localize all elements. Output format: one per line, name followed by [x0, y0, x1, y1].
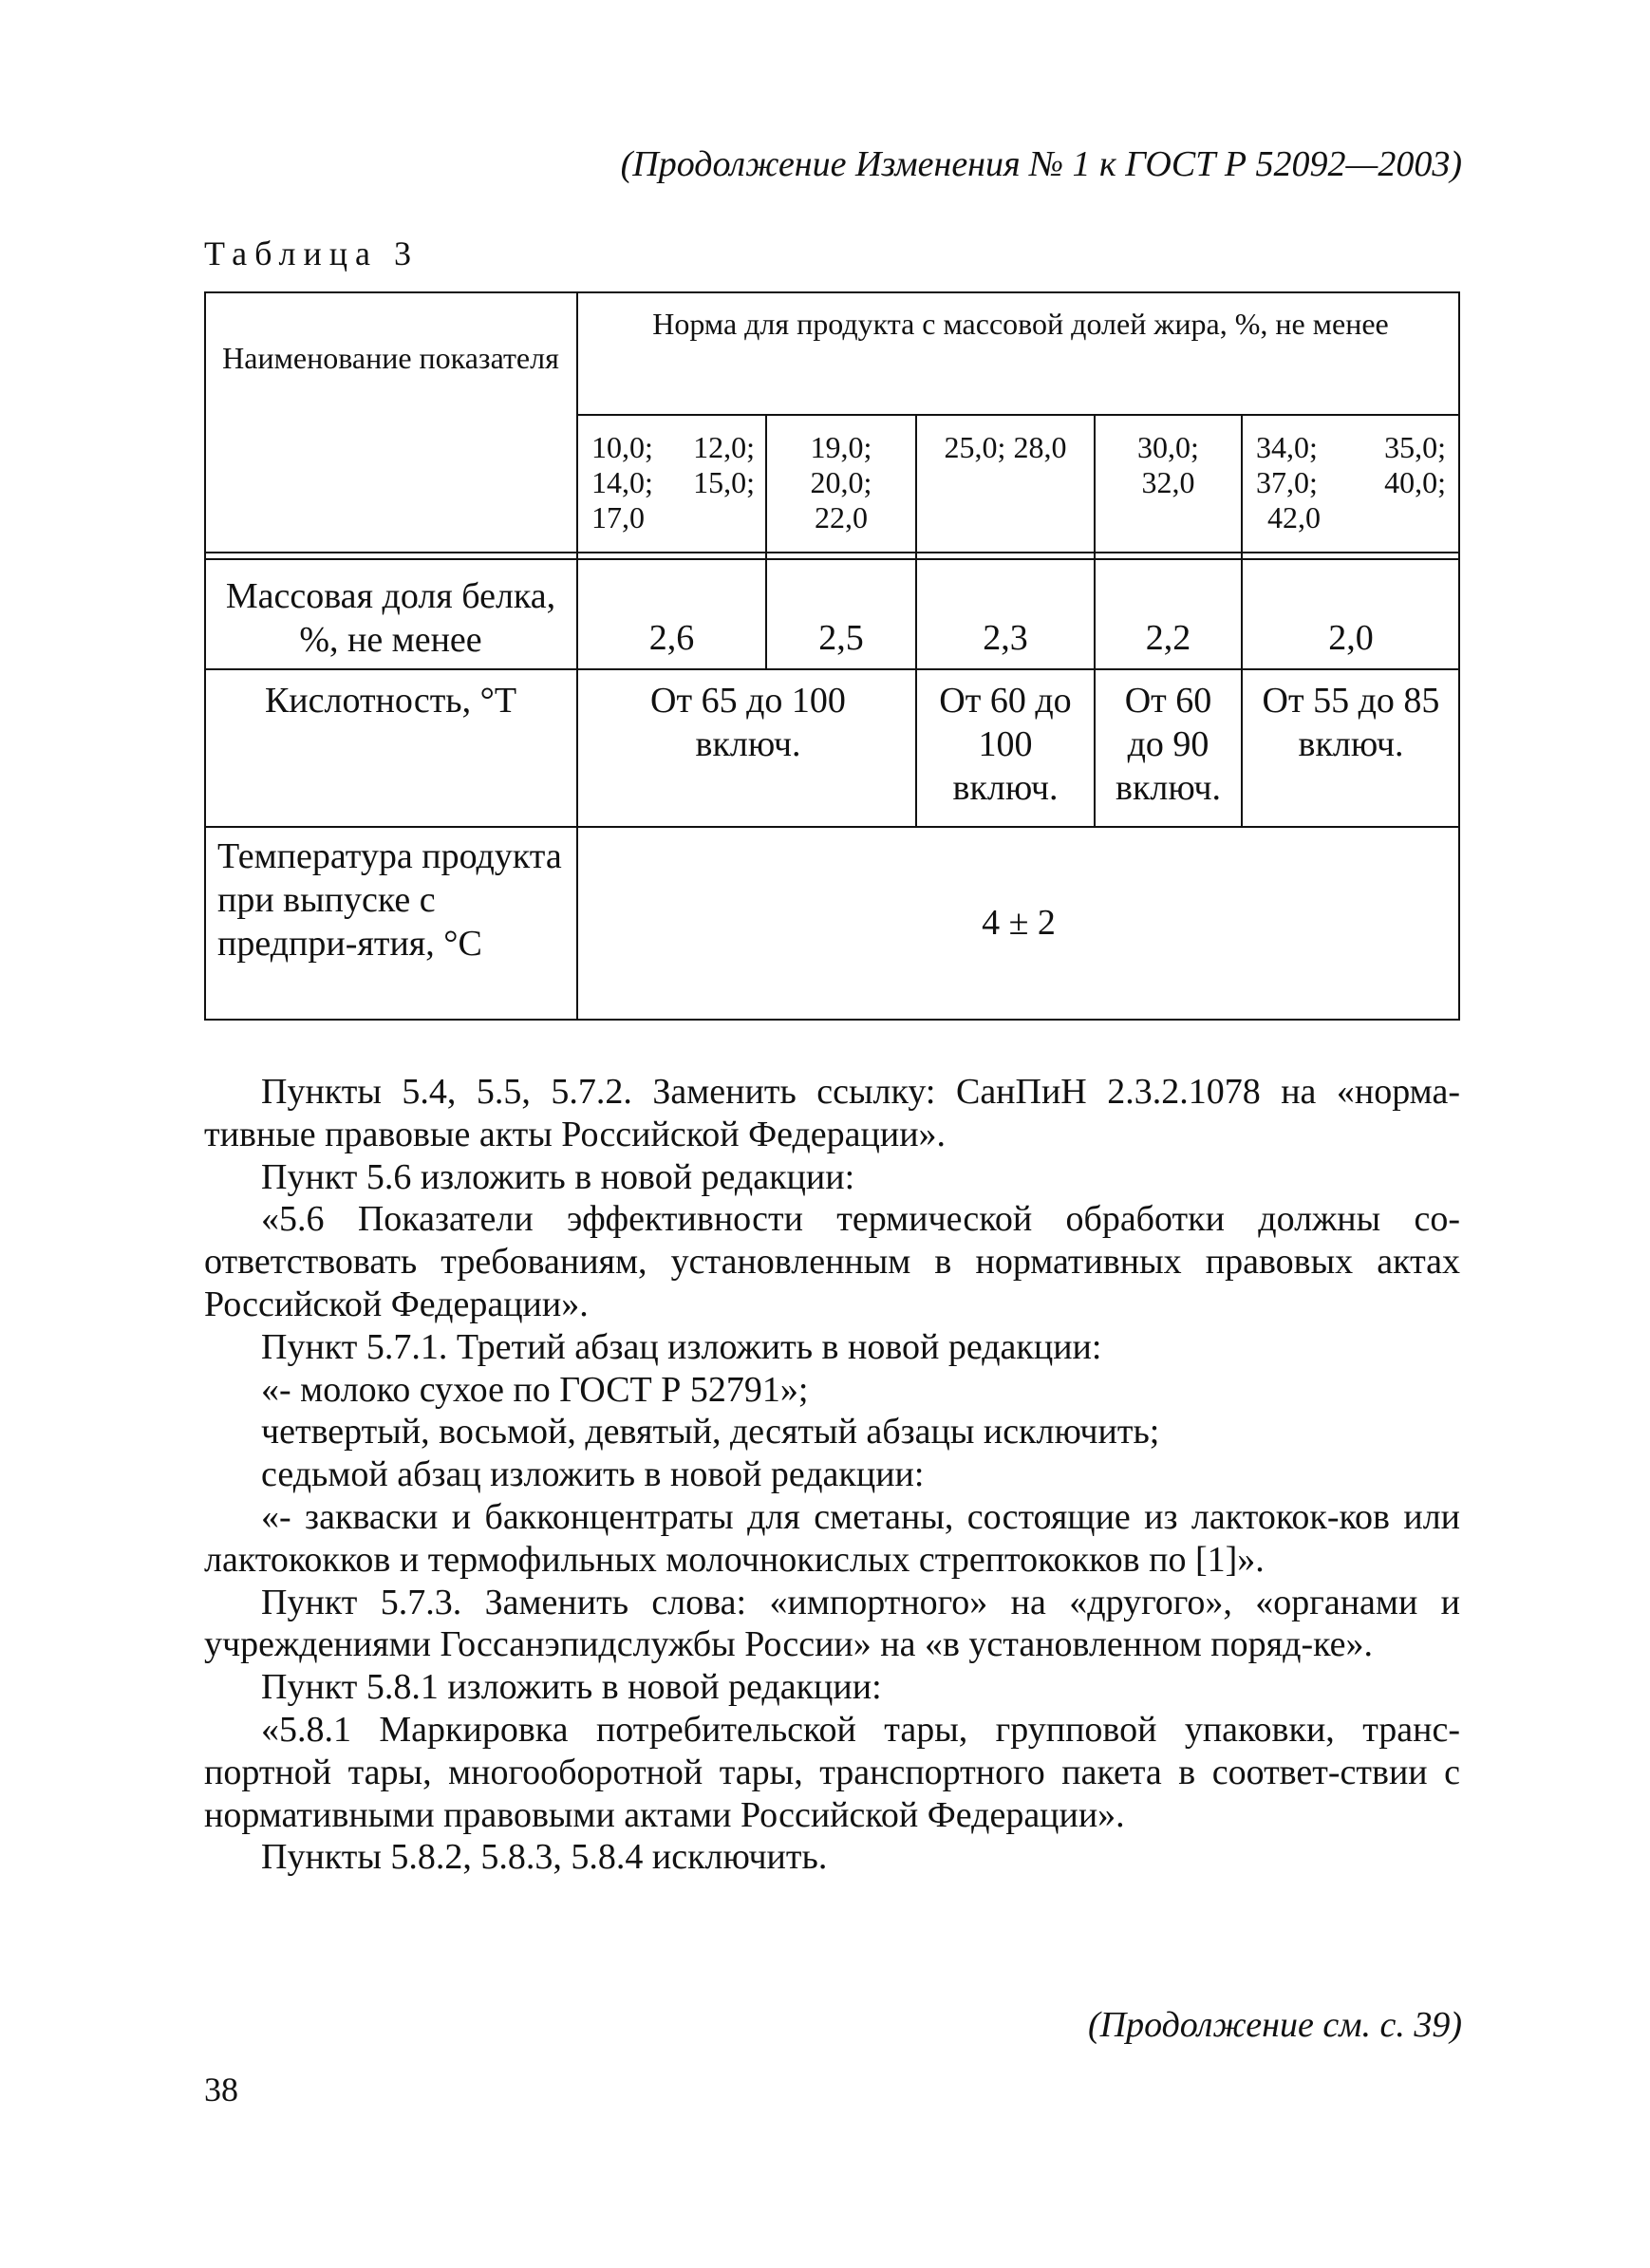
fat-col-3: 25,0; 28,0 — [944, 430, 1067, 464]
table-3 — [204, 291, 1460, 1021]
page-number: 38 — [204, 2071, 238, 2109]
fat-col-2: 19,0; 20,0; 22,0 — [810, 430, 872, 534]
row-protein-val-2: 2,5 — [818, 618, 864, 658]
row-acidity-val-4: От 55 до 85 включ. — [1262, 681, 1440, 764]
paragraph: Пункт 5.7.1. Третий абзац изложить в новой редакции: — [261, 1326, 1102, 1367]
page-header: (Продолжение Изменения № 1 к ГОСТ Р 52092—2003) — [620, 144, 1462, 184]
continuation-note: (Продолжение см. с. 39) — [1087, 2005, 1462, 2045]
paragraph: Пункты 5.8.2, 5.8.3, 5.8.4 исключить. — [261, 1837, 828, 1878]
row-acidity-name: Кислотность, °Т — [264, 681, 517, 721]
paragraph: «- молоко сухое по ГОСТ Р 52791»; — [261, 1369, 809, 1410]
table-title: Таблица 3 — [204, 234, 419, 272]
row-acidity-val-1: От 65 до 100 включ. — [650, 681, 846, 764]
paragraph: «5.6 Показатели эффективности термической обработки должны со-ответствовать требованиям, установленным в нормативных правовых актах Российской Федерации». — [204, 1199, 1460, 1324]
paragraph: Пункты 5.4, 5.5, 5.7.2. Заменить ссылку: СанПиН 2.3.2.1078 на «норма-тивные правовые акты Российской Федерации». — [204, 1072, 1460, 1154]
paragraph: Пункт 5.6 изложить в новой редакции: — [261, 1156, 855, 1197]
col-header-group: Норма для продукта с массовой долей жира, %, не менее — [652, 307, 1389, 341]
row-acidity-val-2: От 60 до 100 включ. — [939, 681, 1072, 808]
row-protein-val-3: 2,3 — [983, 618, 1028, 658]
paragraph: Пункт 5.7.3. Заменить слова: «импортного» на «другого», «органами и учреждениями Госсанэпидслужбы России» на «в установленном поряд-ке». — [204, 1582, 1460, 1665]
row-protein-name: Массовая доля белка, %, не менее — [225, 576, 556, 660]
paragraph: седьмой абзац изложить в новой редакции: — [261, 1454, 925, 1495]
fat-col-5: 34,0; 35,0; 37,0; 40,0; 42,0 — [1256, 430, 1446, 534]
col-header-name: Наименование показателя — [222, 341, 559, 375]
paragraph: «- закваски и бакконцентраты для сметаны, состоящие из лактокок-ков или лактококков и термофильных молочнокислых стрептококков по [1]». — [204, 1496, 1460, 1580]
row-protein-val-4: 2,2 — [1145, 618, 1191, 658]
paragraph: «5.8.1 Маркировка потребительской тары, групповой упаковки, транс-портной тары, многооборотной тары, транспортного пакета в соответ-ствии с нормативными правовыми актами Российской Федерации». — [204, 1709, 1460, 1835]
body-text — [204, 1071, 1460, 1879]
paragraph: четвертый, восьмой, девятый, десятый абзацы исключить; — [261, 1412, 1160, 1453]
row-protein-val-1: 2,6 — [648, 618, 695, 658]
paragraph: Пункт 5.8.1 изложить в новой редакции: — [261, 1667, 882, 1708]
row-temperature-name: Температура продукта при выпуске с предпри-ятия, °С — [217, 836, 562, 964]
fat-col-1: 10,0; 12,0; 14,0; 15,0; 17,0 — [591, 430, 755, 534]
row-protein-val-5: 2,0 — [1328, 618, 1374, 658]
row-acidity-val-3: От 60 до 90 включ. — [1116, 681, 1221, 808]
fat-col-4: 30,0; 32,0 — [1137, 430, 1199, 499]
row-temperature-val: 4 ± 2 — [982, 903, 1056, 943]
